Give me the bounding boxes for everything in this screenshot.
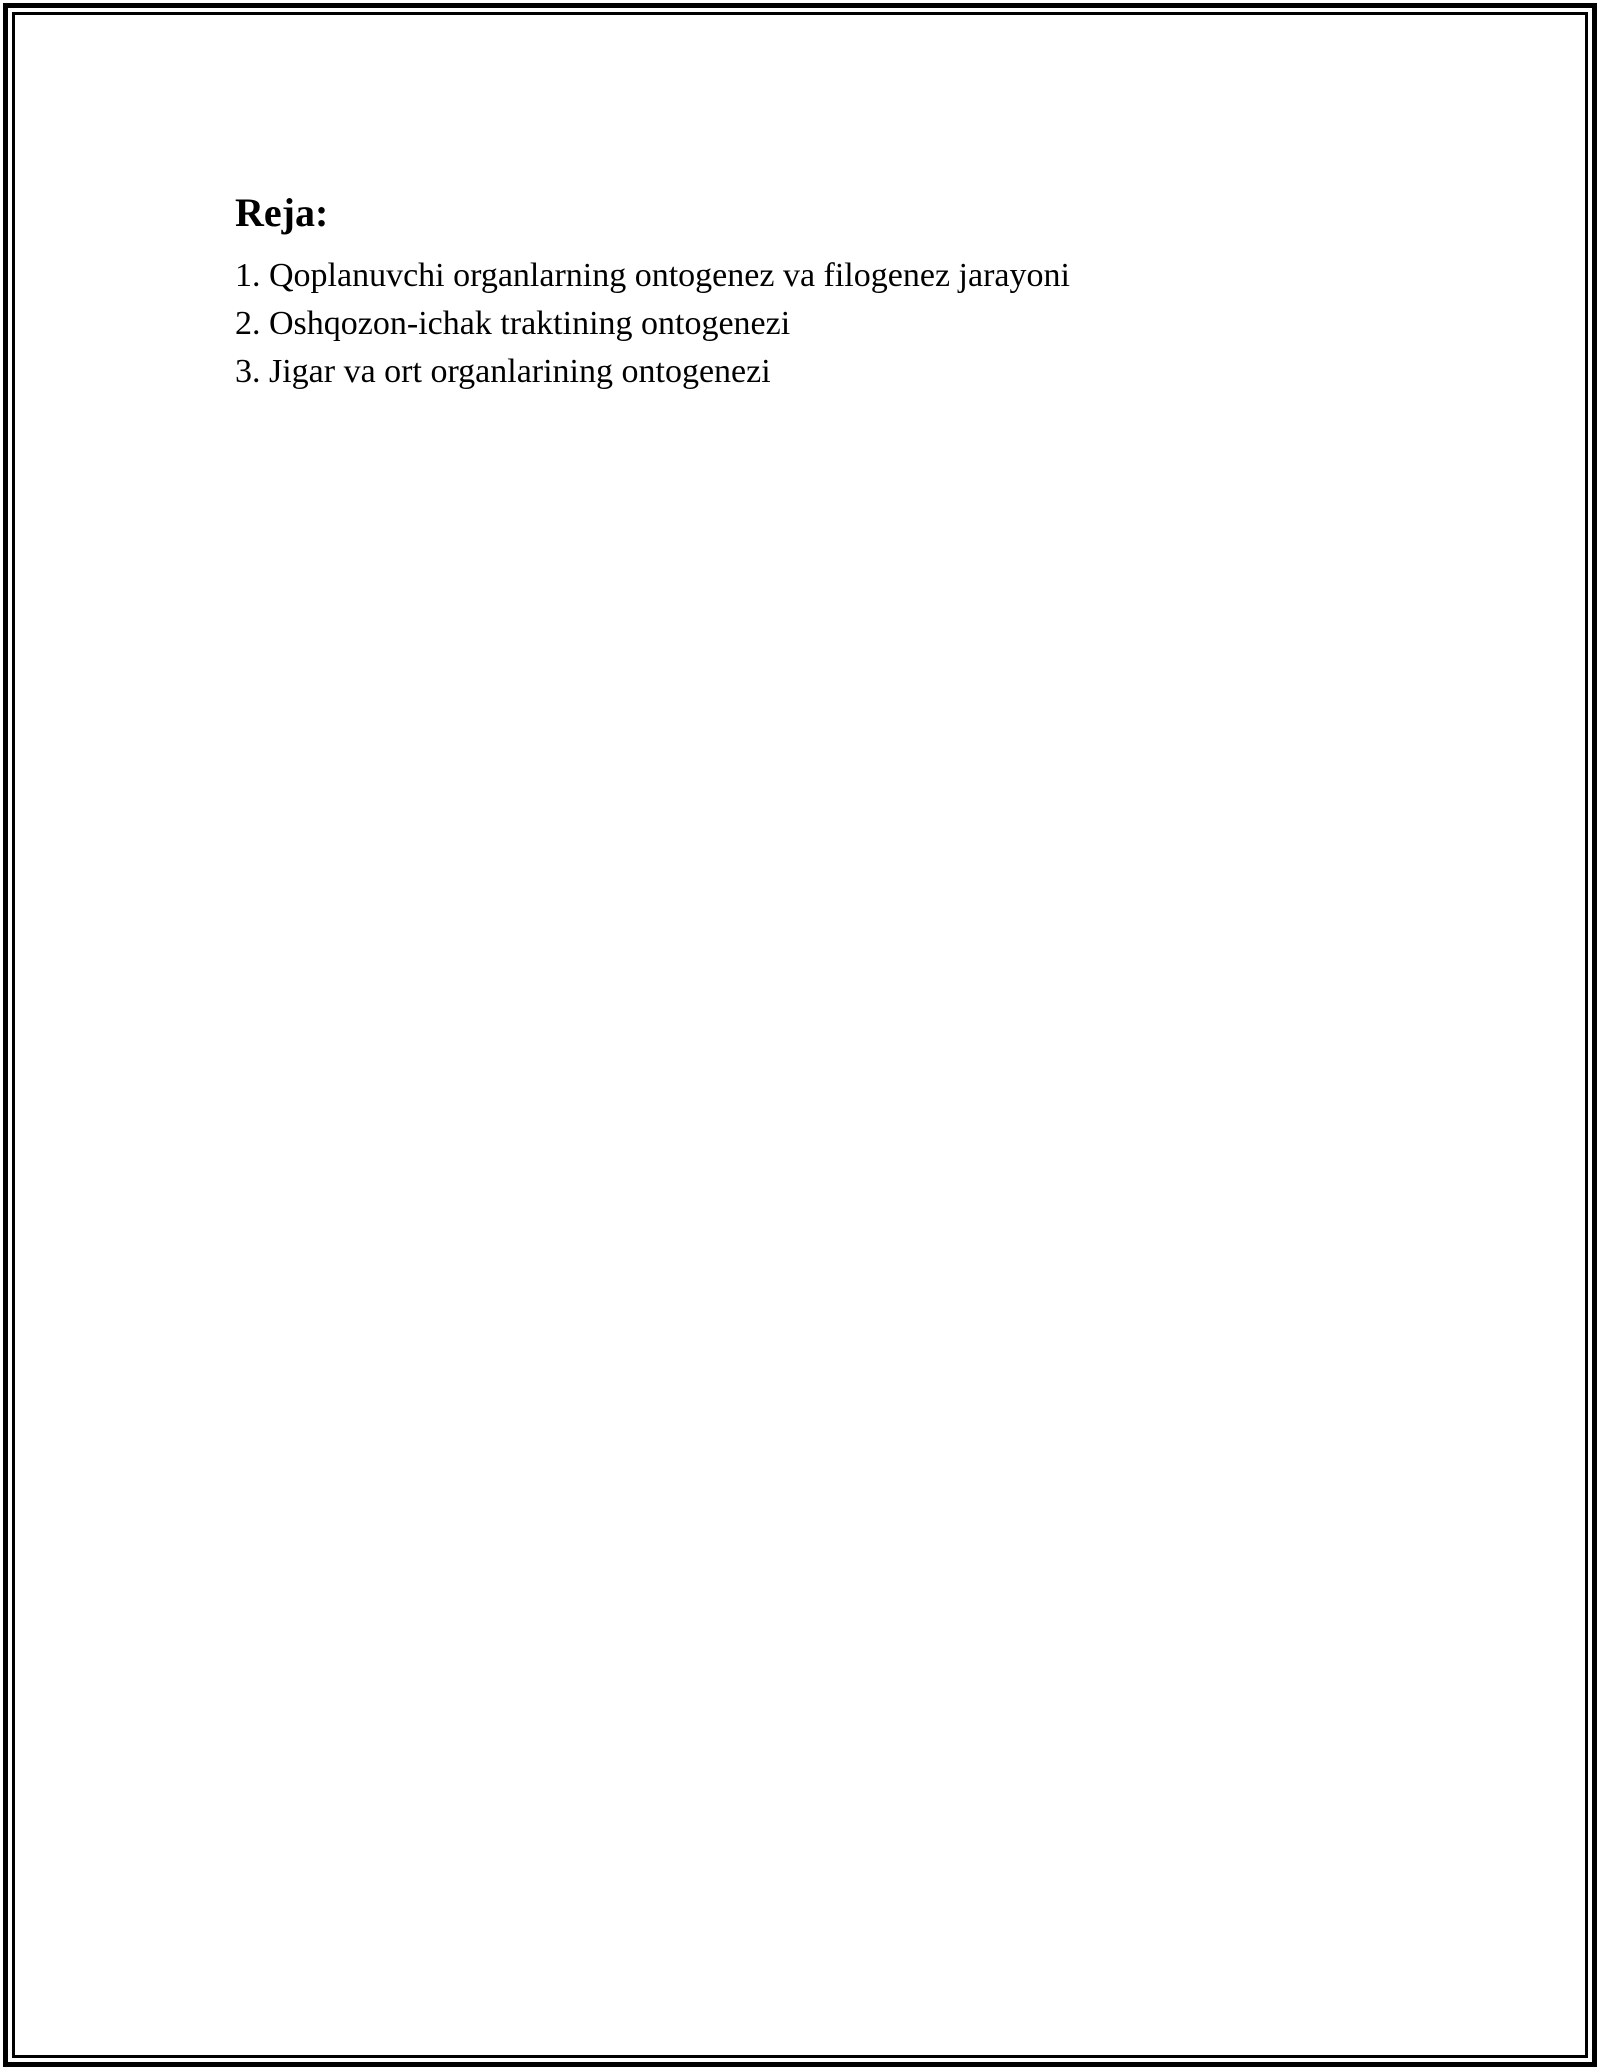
plan-item-3: 3. Jigar va ort organlarining ontogenezi	[235, 353, 771, 390]
plan-item-2: 2. Oshqozon-ichak traktining ontogenezi	[235, 305, 791, 342]
plan-item-1: 1. Qoplanuvchi organlarning ontogenez va filogenez jarayoni	[235, 257, 1070, 294]
plan-heading: Reja:	[235, 190, 329, 235]
plan-list	[235, 252, 1435, 396]
document-body	[235, 186, 1435, 396]
